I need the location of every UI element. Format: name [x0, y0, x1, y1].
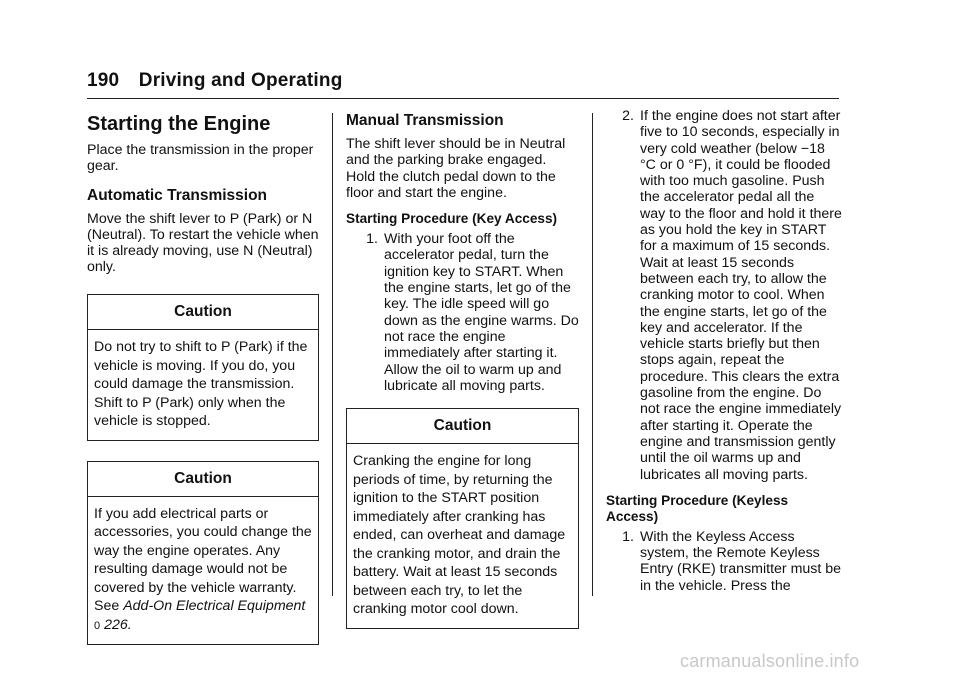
caution-body	[88, 497, 318, 645]
step-number: 2.	[622, 108, 634, 124]
keyless-access-heading: Starting Procedure (Keyless Access)	[606, 492, 789, 524]
caution-body: Do not try to shift to P (Park) if the vehicle is moving. If you do, you could damage the transmission. Shift to P (Park) only when the vehicle is stopped.	[94, 339, 308, 430]
column-3	[606, 108, 842, 603]
page-reference-icon: 0	[94, 619, 101, 632]
page-number: 190	[87, 70, 120, 91]
step-number: 1.	[366, 231, 378, 248]
caution-title: Caution	[347, 409, 578, 444]
caution-title: Caution	[88, 295, 318, 330]
step-text: With the Keyless Access system, the Remote Keyless Entry (RKE) transmitter must be in the vehicle. Press the	[640, 528, 842, 594]
key-access-heading: Starting Procedure (Key Access)	[346, 211, 558, 227]
intro-paragraph: Place the transmission in the proper gear.	[87, 142, 314, 175]
automatic-transmission-heading: Automatic Transmission	[87, 186, 268, 204]
caution-box-cranking	[346, 408, 579, 629]
list-item	[606, 108, 842, 483]
column-divider-2	[592, 113, 593, 596]
step-number: 1.	[622, 528, 634, 545]
column-divider-1	[332, 113, 333, 596]
page-title: Starting the Engine	[87, 113, 271, 135]
caution-body: Cranking the engine for long periods of time, by returning the ignition to the START position immediately after cranking has ended, can overheat and damage the cranking motor, and drain the battery. Wait at least 15 seconds between each try, to let the cranking motor cool down.	[353, 453, 566, 618]
column-1	[87, 108, 319, 661]
caution-title: Caution	[88, 462, 318, 497]
automatic-transmission-text: Move the shift lever to P (Park) or N (Neutral). To restart the vehicle when it is already moving, use N (Neutral) only.	[87, 210, 319, 276]
section-title: Driving and Operating	[138, 70, 343, 91]
manual-transmission-text: The shift lever should be in Neutral and the parking brake engaged. Hold the clutch pedal down to the floor and start the engine.	[346, 136, 566, 201]
step-text: If the engine does not start after five to 10 seconds, especially in very cold weather (below −18 °C or 0 °F), it could be flooded with too much gasoline. Push the accelerator pedal all the way to the floor and hold it there as you hold the key in START for a maximum of 15 seconds. Wait at least 15 seconds between each try, to allow the cranking motor to cool. When the engine starts, let go of the key and accelerator. If the vehicle starts briefly but then stops again, repeat the procedure. This clears the extra gasoline from the engine. Do not race the engine immediately after starting it. Operate the engine and transmission gently until the oil warms up and lubricates all moving parts.	[640, 108, 842, 483]
caution-box-electrical	[87, 461, 319, 646]
list-item	[346, 231, 579, 394]
header-rule	[87, 98, 839, 99]
list-item	[606, 529, 842, 594]
column-2	[346, 108, 579, 645]
cross-reference-page[interactable]: 226.	[104, 616, 132, 633]
watermark: carmanualsonline.info	[680, 651, 860, 671]
cross-reference-link[interactable]: Add-On Electrical Equipment	[123, 598, 306, 615]
caution-body-text: If you add electrical parts or accessories, you could change the way the engine operates. Any resulting damage would not be covered by the vehicle warranty. See	[94, 505, 312, 615]
step-text: With your foot off the accelerator pedal, turn the ignition key to START. When the engine starts, let go of the key. The idle speed will go down as the engine warms. Do not race the engine immediately after starting it. Allow the oil to warm up and lubricate all moving parts.	[384, 231, 579, 394]
page-header	[87, 70, 343, 92]
manual-transmission-heading: Manual Transmission	[346, 112, 504, 129]
caution-box-shift	[87, 294, 319, 441]
